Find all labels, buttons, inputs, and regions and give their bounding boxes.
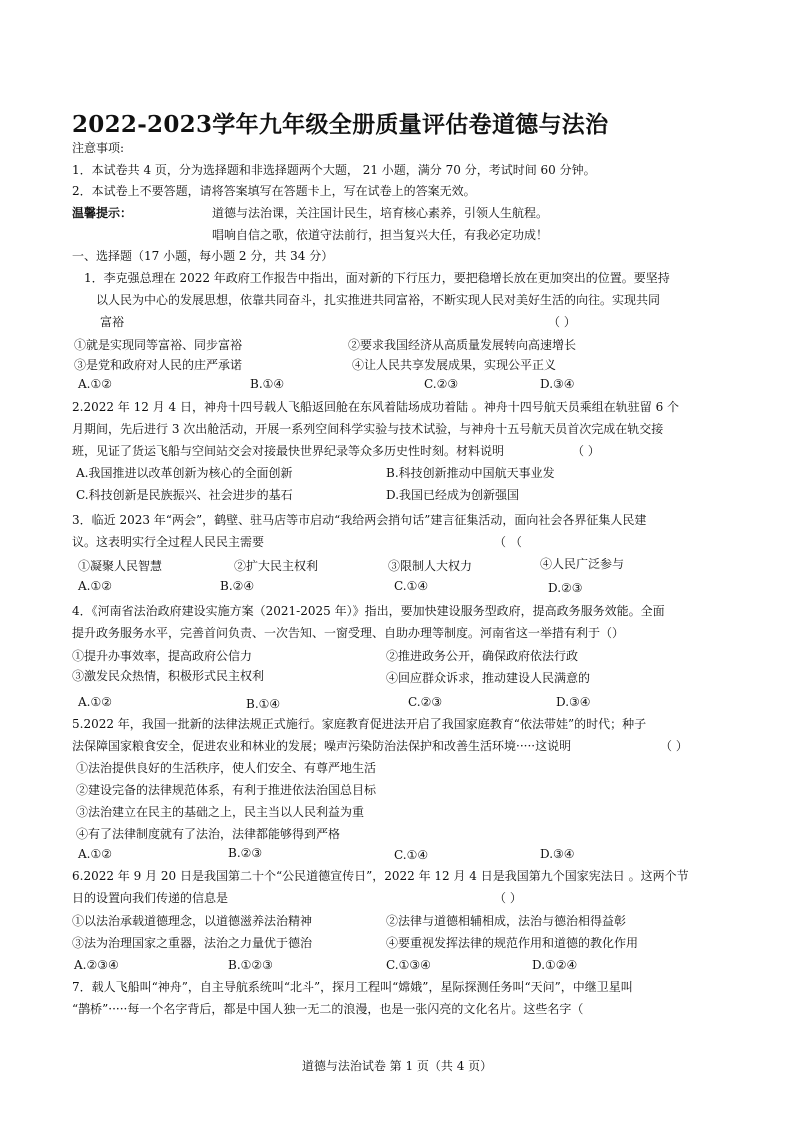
statement: ①法治提供良好的生活秩序，使人们安全、有尊严地生活	[76, 761, 377, 775]
option: D.③④	[540, 377, 575, 391]
statement: ③法为治理国家之重器，法治之力量优于德治	[72, 936, 313, 950]
question-stem: 法保障国家粮食安全，促进农业和林业的发展；噪声污染防治法保护和改善生活环境·····这说明	[72, 739, 572, 753]
section-heading: 一、选择题（17 小题，每小题 2 分，共 34 分）	[72, 249, 334, 263]
statement: ①以法治承载道德理念，以道德滋养法治精神	[72, 914, 313, 928]
option: C.①③④	[386, 958, 431, 972]
statement: ①提升办事效率，提高政府公信力	[72, 649, 253, 663]
option: A.我国推进以改革创新为核心的全面创新	[76, 466, 293, 480]
question-stem: 以人民为中心的发展思想，依靠共同奋斗，扎实推进共同富裕，不断实现人民对美好生活的向往。实现共同	[96, 293, 661, 307]
statement: ②法律与道德相辅相成，法治与德治相得益彰	[386, 914, 627, 928]
question-stem: 富裕	[100, 315, 125, 329]
option: A.②③④	[74, 958, 119, 972]
option: D.③④	[540, 847, 575, 861]
option: D.我国已经成为创新强国	[386, 488, 520, 502]
option: C.①④	[394, 848, 429, 862]
option: A.①②	[78, 695, 112, 709]
statement: ④让人民共享发展成果，实现公平正义	[352, 358, 557, 372]
question-stem: 1．李克强总理在 2022 年政府工作报告中指出，面对新的下行压力，要把稳增长放在更加突出的位置。要坚持	[84, 271, 670, 285]
statement: ②要求我国经济从高质量发展转向高速增长	[348, 338, 577, 352]
option: B.科技创新推动中国航天事业发	[386, 466, 555, 480]
statement: ④人民广泛参与	[540, 557, 625, 571]
statement: ④有了法律制度就有了法治，法律都能够得到严格	[76, 827, 341, 841]
statement: ③法治建立在民主的基础之上，民主当以人民利益为重	[76, 805, 365, 819]
notice-item: 2．本试卷上不要答题，请将答案填写在答题卡上，写在试卷上的答案无效。	[72, 184, 476, 198]
option: D.②③	[548, 581, 583, 595]
option: D.③④	[556, 695, 591, 709]
question-stem: 3．临近 2023 年“两会”，鹤壁、驻马店等市启动“我给两会捎句话”建言征集活动，面向社会各界征集人民建	[72, 513, 647, 527]
question-stem: 月期间，先后进行 3 次出舱活动，开展一系列空间科学实验与技术试验，与神舟十五号航天员首次完成在轨交接	[72, 422, 664, 436]
statement: ④要重视发挥法律的规范作用和道德的教化作用	[386, 936, 639, 950]
answer-bracket: （ ）	[660, 739, 688, 753]
question-stem: 6.2022 年 9 月 20 日是我国第二十个“公民道德宣传日”，2022 年 12 月 4 日是我国第九个国家宪法日 。这两个节	[72, 869, 689, 883]
page-footer: 道德与法治试卷 第 1 页（共 4 页）	[301, 1059, 493, 1073]
answer-bracket: （ ）	[548, 315, 576, 329]
option: A.①②	[78, 377, 112, 391]
statement: ②建设完备的法律规范体系，有利于推进依法治国总目标	[76, 783, 377, 797]
option: B.①④	[246, 697, 281, 711]
option: C.②③	[408, 695, 443, 709]
answer-bracket: （ ）	[494, 891, 522, 905]
option: B.②③	[228, 846, 263, 860]
option: C.②③	[424, 377, 459, 391]
question-stem: 4．《河南省法治政府建设实施方案（2021-2025 年）》指出，要加快建设服务型政府，提高政务服务效能。全面	[72, 604, 665, 618]
question-stem: 班，见证了货运飞船与空间站交会对接最快世界纪录等众多历史性时刻。材料说明	[72, 444, 505, 458]
statement: ②扩大民主权利	[234, 559, 319, 573]
notice-item: 1．本试卷共 4 页，分为选择题和非选择题两个大题， 21 小题，满分 70 分，考试时间 60 分钟。	[72, 163, 596, 177]
question-stem: 议。这表明实行全过程人民民主需要	[72, 535, 265, 549]
question-stem: 2.2022 年 12 月 4 日，神舟十四号载人飞船返回舱在东风着陆场成功着陆 。神舟十四号航天员乘组在轨驻留 6 个	[72, 400, 680, 414]
statement: ②推进政务公开，确保政府依法行政	[386, 649, 579, 663]
option: A.①②	[78, 579, 112, 593]
statement: ④回应群众诉求，推动建设人民满意的	[386, 671, 591, 685]
answer-bracket: （ ）	[572, 444, 600, 458]
tip-line: 唱响自信之歌，依道守法前行，担当复兴大任，有我必定功成！	[212, 228, 549, 242]
option: B.①④	[250, 377, 285, 391]
statement: ③是党和政府对人民的庄严承诺	[74, 358, 243, 372]
option: A.①②	[78, 847, 112, 861]
question-stem: 提升政务服务水平，完善首问负责、一次告知、一窗受理、自助办理等制度。河南省这一举措有利于（）	[72, 626, 625, 640]
tip-label: 温馨提示：	[72, 206, 133, 220]
option: B.①②③	[228, 958, 273, 972]
tip-line: 道德与法治课，关注国计民生，培育核心素养，引领人生航程。	[212, 206, 549, 220]
answer-bracket: （ （	[494, 535, 522, 549]
notice-heading: 注意事项:	[72, 141, 125, 155]
question-stem: “鹊桥”·····每一个名字背后，都是中国人独一无二的浪漫，也是一张闪亮的文化名片。这些名字（	[72, 1002, 584, 1016]
option: B.②④	[220, 579, 255, 593]
option: C.①④	[394, 579, 429, 593]
statement: ①凝聚人民智慧	[78, 559, 163, 573]
question-stem: 日的设置向我们传递的信息是	[72, 891, 229, 905]
statement: ③激发民众热情，积极形式民主权利	[72, 669, 265, 683]
statement: ③限制人大权力	[388, 559, 473, 573]
page-title: 2022-2023学年九年级全册质量评估卷道德与法治	[72, 111, 609, 138]
option: C.科技创新是民族振兴、社会进步的基石	[76, 488, 293, 502]
question-stem: 5.2022 年，我国一批新的法律法规正式施行。家庭教育促进法开启了我国家庭教育“依法带娃”的时代；种子	[72, 717, 647, 731]
option: D.①②④	[532, 958, 578, 972]
statement: ①就是实现同等富裕、同步富裕	[74, 338, 243, 352]
question-stem: 7．载人飞船叫“神舟”，自主导航系统叫“北斗”，探月工程叫“嫦娥”，星际探测任务叫“天问”，中继卫星叫	[72, 980, 633, 994]
